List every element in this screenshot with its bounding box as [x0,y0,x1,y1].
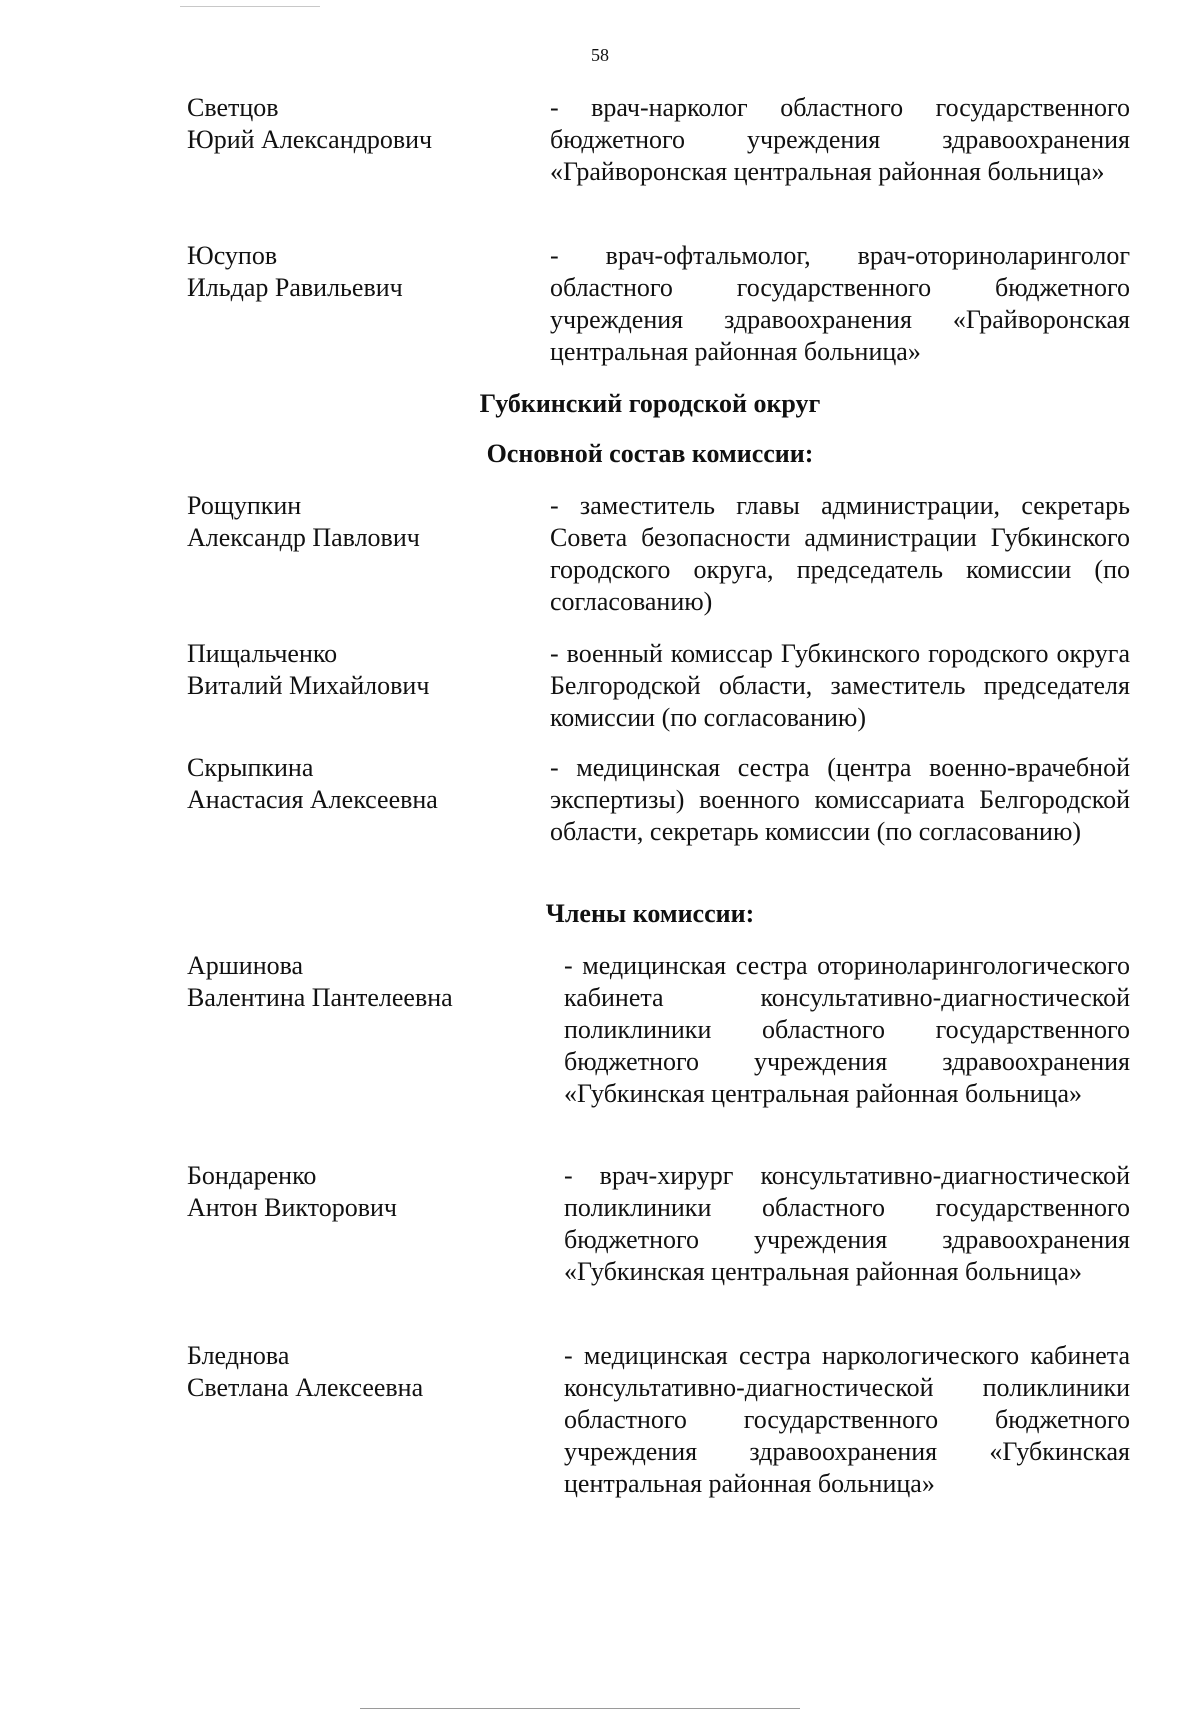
person-role: - медицинская сестра наркологического кабинета консультативно-диагностической поликлиники областного государственного бюджетного учреждения здравоохранения «Губкинская центральная районная больница» [564,1341,1130,1498]
members-heading: Члены комиссии: [545,899,755,928]
surname: Скрыпкина [187,753,314,782]
person-name [187,638,517,702]
person-role: - врач-офтальмолог, врач-оториноларинголог областного государственного бюджетного учреждения здравоохранения «Грайворонская центральная районная больница» [550,241,1130,366]
page-number: 58 [591,45,609,65]
surname: Юсупов [187,241,278,270]
person-name [187,240,517,304]
given-names: Антон Викторович [187,1193,397,1222]
main-composition-heading: Основной состав комиссии: [486,439,814,468]
surname: Аршинова [187,951,304,980]
person-name [187,1340,517,1404]
given-names: Ильдар Равильевич [187,273,403,302]
person-name [187,752,517,816]
given-names: Светлана Алексеевна [187,1373,424,1402]
given-names: Юрий Александрович [187,125,433,154]
given-names: Александр Павлович [187,523,420,552]
surname: Пищальченко [187,639,338,668]
person-role: - заместитель главы администрации, секретарь Совета безопасности администрации Губкинского городского округа, председатель комиссии (по согласованию) [550,491,1130,616]
surname: Бледнова [187,1341,290,1370]
scan-edge-bottom [360,1708,800,1709]
person-role: - медицинская сестра (центра военно-врачебной экспертизы) военного комиссариата Белгородской области, секретарь комиссии (по согласованию) [550,753,1130,846]
person-role: - военный комиссар Губкинского городского округа Белгородской области, заместитель председателя комиссии (по согласованию) [550,639,1130,732]
person-name [187,92,517,156]
district-heading: Губкинский городской округ [479,389,821,418]
surname: Рощупкин [187,491,302,520]
person-role: - врач-нарколог областного государственного бюджетного учреждения здравоохранения «Грайворонская центральная районная больница» [550,93,1130,186]
given-names: Валентина Пантелеевна [187,983,453,1012]
person-role: - врач-хирург консультативно-диагностической поликлиники областного государственного бюджетного учреждения здравоохранения «Губкинская центральная районная больница» [564,1161,1130,1286]
person-role: - медицинская сестра оториноларингологического кабинета консультативно-диагностической поликлиники областного государственного бюджетного учреждения здравоохранения «Губкинская центральная районная больница» [564,951,1130,1108]
given-names: Анастасия Алексеевна [187,785,438,814]
surname: Бондаренко [187,1161,317,1190]
scan-edge-top [180,6,320,7]
person-name [187,1160,517,1224]
given-names: Виталий Михайлович [187,671,430,700]
person-name [187,950,517,1014]
person-name [187,490,517,554]
surname: Светцов [187,93,279,122]
